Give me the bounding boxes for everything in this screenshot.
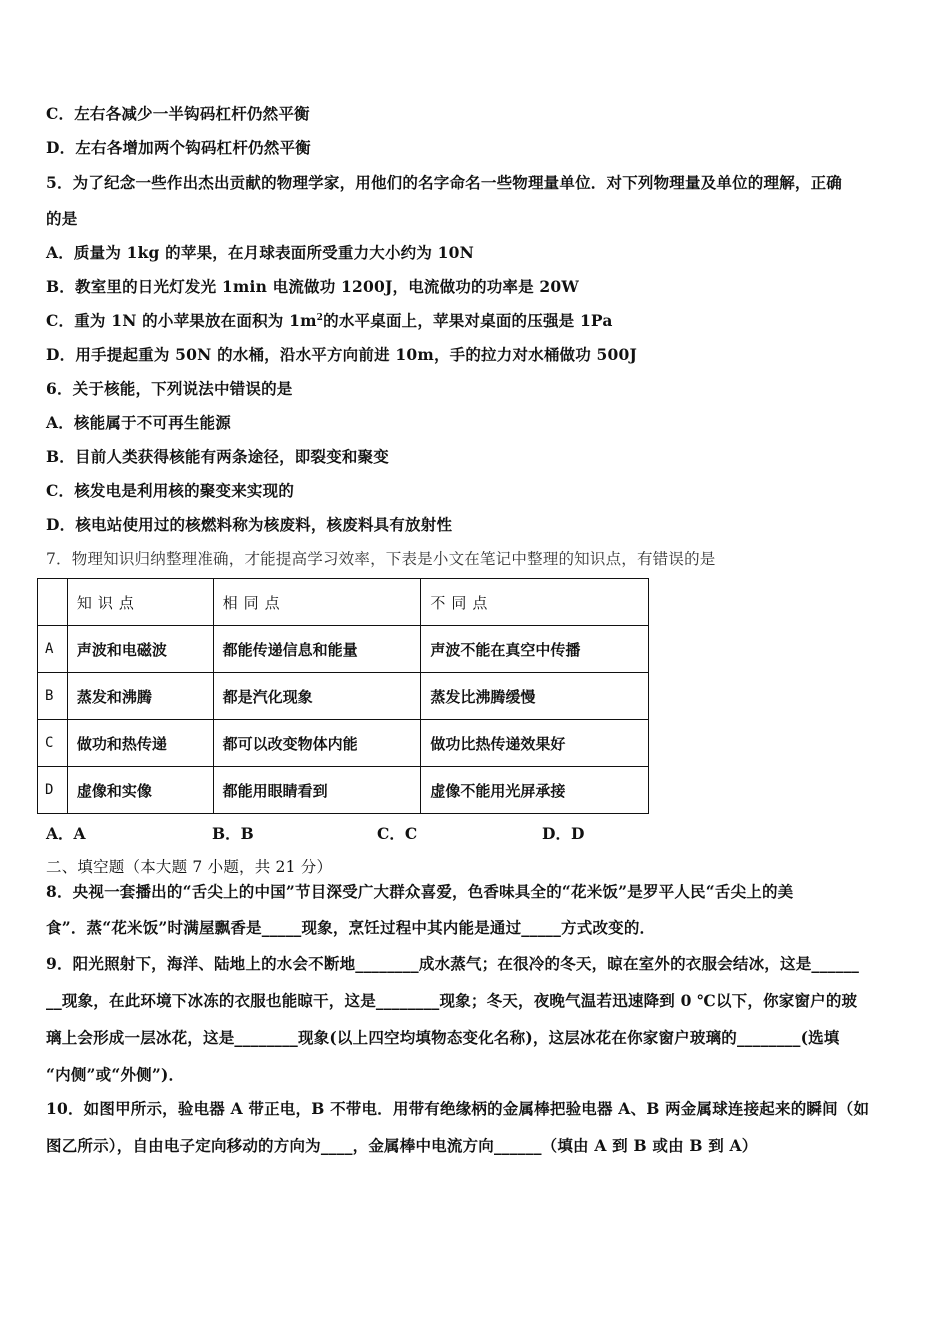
table-header-cell: 知识点 <box>67 579 213 626</box>
table-cell: D <box>38 767 68 814</box>
table-row <box>38 767 649 814</box>
table-header-row <box>38 579 649 626</box>
table-cell: 做功比热传递效果好 <box>421 720 649 767</box>
q10-line2: 图乙所示），自由电子定向移动的方向为____，金属棒中电流方向______（填由 A 到 B 或由 B 到 A） <box>46 1136 758 1155</box>
q9-line4: “内侧”或“外侧”)． <box>46 1065 185 1084</box>
q4-option-d: D．左右各增加两个钩码杠杆仍然平衡 <box>46 138 311 157</box>
table-cell: 声波和电磁波 <box>67 626 213 673</box>
q8-line2: 食”．蒸“花米饭”时满屋飘香是_____现象，烹饪过程中其内能是通过_____方式改变的． <box>46 918 656 937</box>
q7-option-c: C．C <box>377 824 418 843</box>
table-row <box>38 626 649 673</box>
q5-option-c-sup: 2 <box>316 312 324 323</box>
q7-option-d: D．D <box>542 824 585 843</box>
q6-option-b: B．目前人类获得核能有两条途径，即裂变和聚变 <box>46 447 390 466</box>
table-cell: 都能传递信息和能量 <box>213 626 421 673</box>
q5-stem-line2: 的是 <box>46 209 78 228</box>
table-row <box>38 720 649 767</box>
q5-option-c <box>46 309 613 331</box>
table-cell: C <box>38 720 68 767</box>
q6-option-c: C．核发电是利用核的聚变来实现的 <box>46 481 295 500</box>
q7-stem: 7．物理知识归纳整理准确，才能提高学习效率，下表是小文在笔记中整理的知识点，有错误的是 <box>46 550 716 568</box>
table-cell: 蒸发比沸腾缓慢 <box>421 673 649 720</box>
q8-line1: 8．央视一套播出的“舌尖上的中国”节目深受广大群众喜爱，色香味具全的“花米饭”是罗平人民“舌尖上的美 <box>46 882 794 901</box>
table-cell: B <box>38 673 68 720</box>
q7-option-b: B．B <box>212 824 254 843</box>
q7-option-a: A．A <box>46 824 86 843</box>
q6-option-d: D．核电站使用过的核燃料称为核废料，核废料具有放射性 <box>46 515 453 534</box>
table-row <box>38 673 649 720</box>
q5-stem-line1: 5．为了纪念一些作出杰出贡献的物理学家，用他们的名字命名一些物理量单位．对下列物理量及单位的理解，正确 <box>46 173 842 192</box>
table-cell: 做功和热传递 <box>67 720 213 767</box>
q5-option-b: B．教室里的日光灯发光 1min 电流做功 1200J，电流做功的功率是 20W <box>46 277 579 296</box>
knowledge-table <box>37 578 649 814</box>
table-cell: 都可以改变物体内能 <box>213 720 421 767</box>
q10-line1: 10．如图甲所示，验电器 A 带正电，B 不带电．用带有绝缘柄的金属棒把验电器 A、B 两金属球连接起来的瞬间（如 <box>46 1099 870 1118</box>
table-cell: 都能用眼睛看到 <box>213 767 421 814</box>
q4-option-c: C．左右各减少一半钩码杠杆仍然平衡 <box>46 104 310 123</box>
q6-stem: 6．关于核能，下列说法中错误的是 <box>46 379 293 398</box>
q5-option-a: A．质量为 1kg 的苹果，在月球表面所受重力大小约为 10N <box>46 243 475 262</box>
table-header-cell <box>38 579 68 626</box>
q9-line1: 9．阳光照射下，海洋、陆地上的水会不断地________成水蒸气；在很冷的冬天，晾在室外的衣服会结冰，这是______ <box>46 954 860 973</box>
table-cell: 都是汽化现象 <box>213 673 421 720</box>
table-cell: 声波不能在真空中传播 <box>421 626 649 673</box>
q5-option-c-pre: C．重为 1N 的小苹果放在面积为 1m <box>46 311 317 330</box>
q9-line3: 璃上会形成一层冰花，这是________现象(以上四空均填物态变化名称)，这层冰花在你家窗户玻璃的________(选填 <box>46 1028 840 1047</box>
table-header-cell: 不同点 <box>421 579 649 626</box>
table-cell: A <box>38 626 68 673</box>
q5-option-c-post: 的水平桌面上，苹果对桌面的压强是 1Pa <box>323 311 613 330</box>
q6-option-a: A．核能属于不可再生能源 <box>46 413 231 432</box>
q5-option-d: D．用手提起重为 50N 的水桶，沿水平方向前进 10m，手的拉力对水桶做功 500J <box>46 345 638 364</box>
table-header-cell: 相同点 <box>213 579 421 626</box>
section-2-title: 二、填空题（本大题 7 小题，共 21 分） <box>46 858 333 876</box>
table-cell: 虚像和实像 <box>67 767 213 814</box>
q9-line2: __现象，在此环境下冰冻的衣服也能晾干，这是________现象；冬天，夜晚气温若迅速降到 0 ℃以下，你家窗户的玻 <box>46 991 858 1010</box>
table-cell: 虚像不能用光屏承接 <box>421 767 649 814</box>
table-cell: 蒸发和沸腾 <box>67 673 213 720</box>
